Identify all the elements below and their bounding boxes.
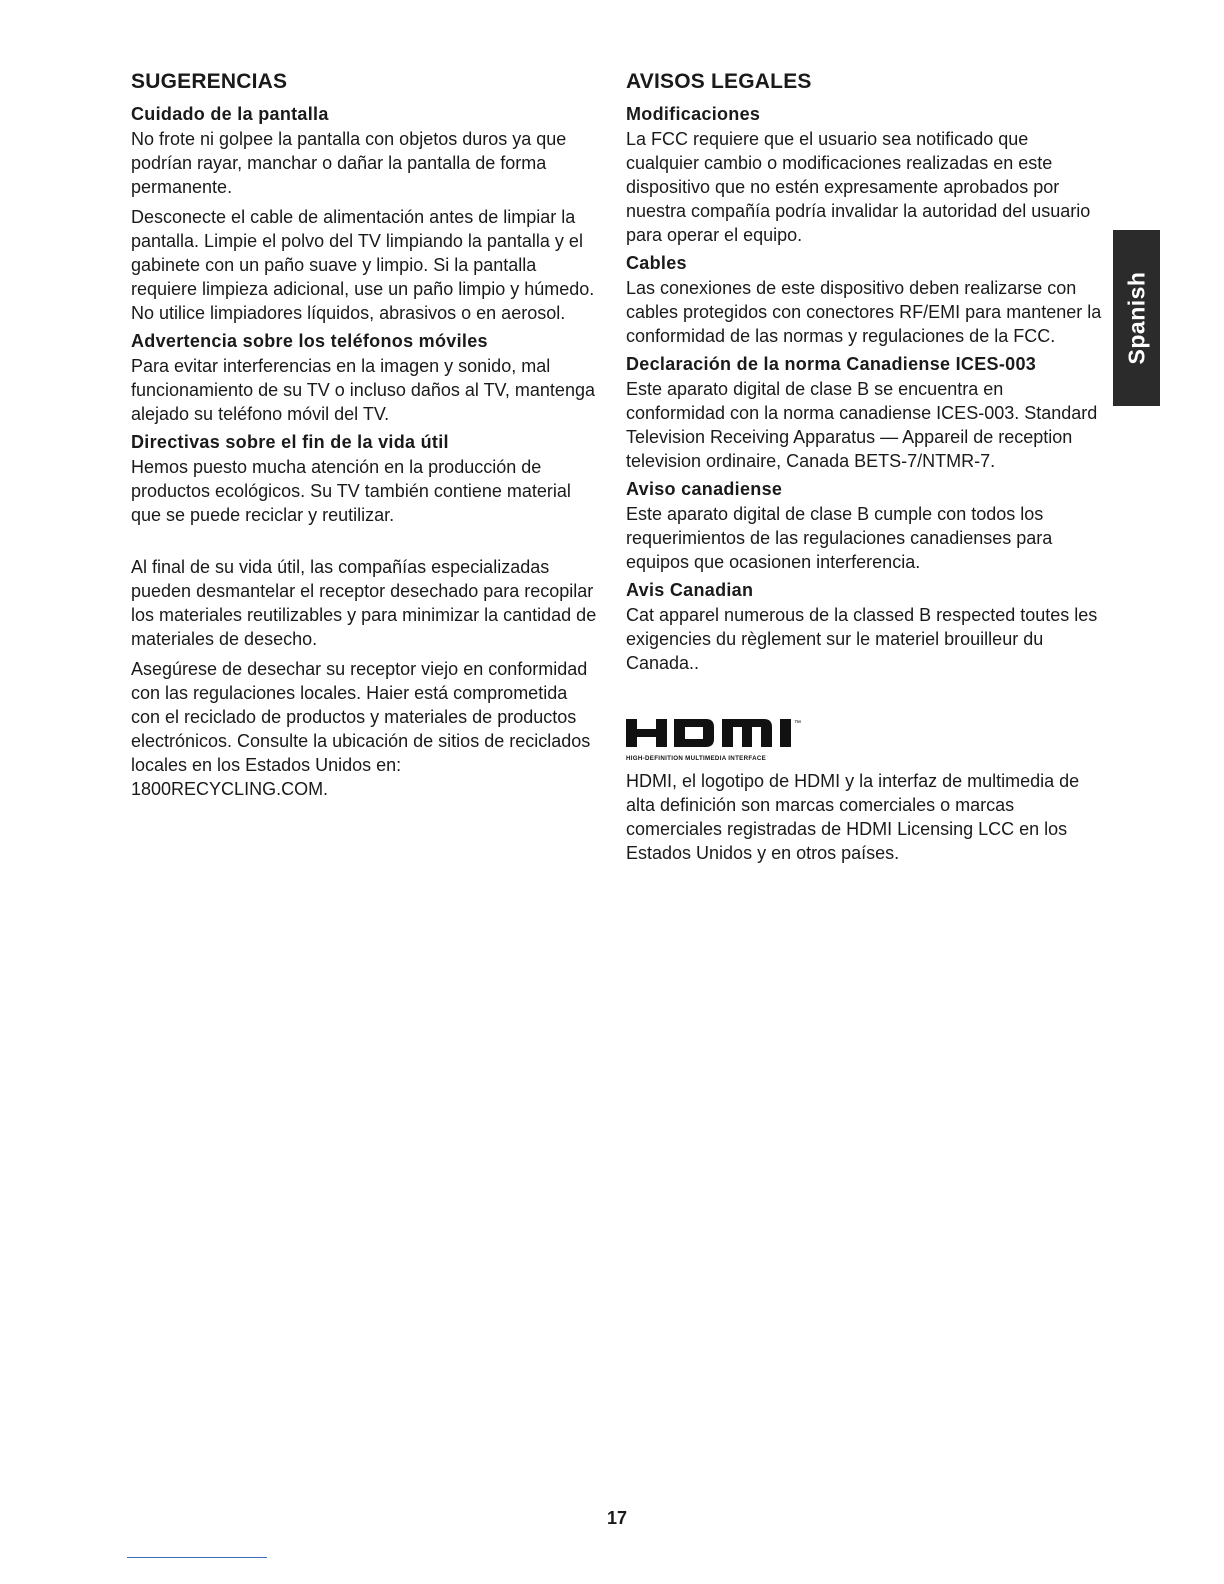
avisos-legales-heading: AVISOS LEGALES — [626, 70, 812, 93]
language-tab-label: Spanish — [1123, 271, 1149, 365]
left-column — [131, 70, 601, 807]
avis-canadian-title: Avis Canadian — [626, 580, 754, 600]
end-of-life-title: Directivas sobre el fin de la vida útil — [131, 432, 449, 452]
language-side-tab — [1113, 230, 1160, 406]
mobile-warning-title: Advertencia sobre los teléfonos móviles — [131, 331, 488, 351]
hdmi-logo — [626, 715, 1106, 763]
modifications-paragraph: La FCC requiere que el usuario sea notificado que cualquier cambio o modificaciones realizadas en este dispositivo que no estén expresamente aprobados por nuestra compañía podría invalidar la autoridad del usuario para operar el equipo. — [626, 129, 1091, 245]
sugerencias-heading: SUGERENCIAS — [131, 70, 288, 93]
right-column — [626, 70, 1106, 871]
modifications-title: Modificaciones — [626, 104, 761, 124]
cables-title: Cables — [626, 253, 687, 273]
ices-title: Declaración de la norma Canadiense ICES-003 — [626, 354, 1037, 374]
end-of-life-paragraph-2: Al final de su vida útil, las compañías especializadas pueden desmantelar el receptor desechado para recopilar los materiales reutilizables y para minimizar la cantidad de materiales de desecho. — [131, 557, 597, 649]
hdmi-tagline: HIGH-DEFINITION MULTIMEDIA INTERFACE — [626, 755, 767, 762]
end-of-life-paragraph-1: Hemos puesto mucha atención en la producción de productos ecológicos. Su TV también contiene material que se puede reciclar y reutilizar. — [131, 457, 571, 525]
ices-paragraph: Este aparato digital de clase B se encuentra en conformidad con la norma canadiense ICES-003. Standard Television Receiving Apparatus — Appareil de reception television ordinaire, Canada BETS-7/NTMR-7. — [626, 379, 1098, 471]
avis-canadian-paragraph: Cat apparel numerous de la classed B respected toutes les exigencies du règlement sur le materiel brouilleur du Canada.. — [626, 605, 1098, 673]
screen-care-paragraph-2: Desconecte el cable de alimentación antes de limpiar la pantalla. Limpie el polvo del TV limpiando la pantalla y el gabinete con un paño suave y limpio. Si la pantalla requiere limpieza adicional, use un paño limpio y húmedo. No utilice limpiadores líquidos, abrasivos o en aerosol. — [131, 207, 595, 323]
aviso-canadiense-title: Aviso canadiense — [626, 479, 783, 499]
mobile-warning-paragraph: Para evitar interferencias en la imagen y sonido, mal funcionamiento de su TV o incluso daños al TV, mantenga alejado su teléfono móvil del TV. — [131, 356, 595, 424]
hdmi-paragraph: HDMI, el logotipo de HDMI y la interfaz de multimedia de alta definición son marcas comerciales o marcas comerciales registradas de HDMI Licensing LCC en los Estados Unidos y en otros países. — [626, 771, 1080, 863]
aviso-canadiense-paragraph: Este aparato digital de clase B cumple con todos los requerimientos de las regulaciones canadienses para equipos que ocasionen interferencia. — [626, 504, 1053, 572]
screen-care-paragraph-1: No frote ni golpee la pantalla con objetos duros ya que podrían rayar, manchar o dañar la pantalla de forma permanente. — [131, 129, 567, 197]
screen-care-title: Cuidado de la pantalla — [131, 104, 329, 124]
hdmi-logo-graphic — [626, 715, 826, 763]
end-of-life-paragraph-3: Asegúrese de desechar su receptor viejo en conformidad con las regulaciones locales. Haier está comprometida con el reciclado de productos y materiales de productos electrónicos. Consulte la ubicación de sitios de reciclados locales en los Estados Unidos en: 1800RECYCLING.COM. — [131, 659, 591, 799]
page-number: 17 — [606, 1508, 628, 1528]
cables-paragraph: Las conexiones de este dispositivo deben realizarse con cables protegidos con conectores RF/EMI para mantener la conformidad de las normas y regulaciones de la FCC. — [626, 278, 1102, 346]
hdmi-trademark: ™ — [794, 720, 801, 727]
footer-rule — [127, 1557, 267, 1558]
